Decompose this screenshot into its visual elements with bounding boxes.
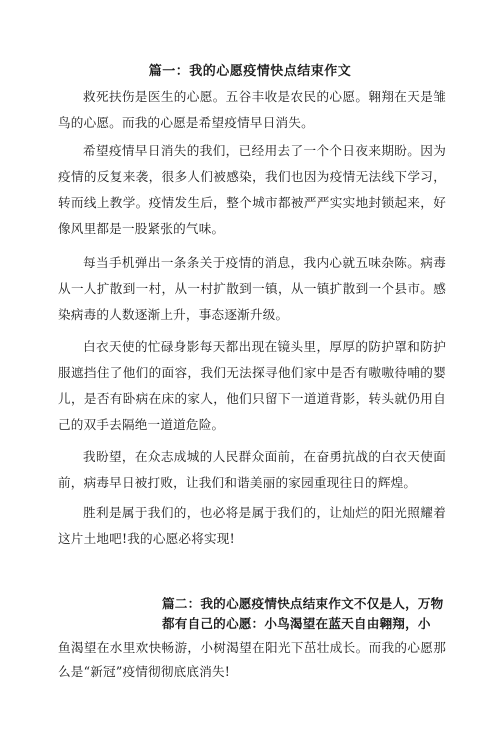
article-1-paragraph-1: 救死扶伤是医生的心愿。五谷丰收是农民的心愿。翱翔在天是雏 鸟的心愿。而我的心愿是希望疫情早日消失。 [58,89,446,130]
article-1-paragraph-5: 我盼望，在众志成城的人民群众面前，在奋勇抗战的白衣天使面 前，病毒早日被打败，让我们和谐美丽的家园重现往日的辉煌。 [58,449,446,490]
article-1-title: 篇一：我的心愿疫情快点结束作文 [148,64,352,79]
article-2-title: 篇二：我的心愿疫情快点结束作文不仅是人，万物都有自己的心愿：小鸟渴望在蓝天自由翱翔，小 [162,596,444,631]
article-1-paragraph-4: 白衣天使的忙碌身影每天都出现在镜头里，厚厚的防护罩和防护 服遮挡住了他们的面容，我们无法探寻他们家中是否有嗷嗷待哺的婴 儿，是否有卧病在床的家人，他们只留下一道道背影，转头就仍用自 己的双手去隔绝一道道危险。 [58,339,446,432]
article-1-paragraph-6: 胜利是属于我们的，也必将是属于我们的，让灿烂的阳光照耀着 这片土地吧!我的心愿必将实现! [58,505,446,546]
article-2-paragraph-1: 鱼渴望在水里欢快畅游，小树渴望在阳光下茁壮成长。而我的心愿那么是“新冠”疫情彻彻底底消失! [58,640,446,679]
article-1-paragraph-3: 每当手机弹出一条条关于疫情的消息，我内心就五味杂陈。病毒 从一人扩散到一村，从一村扩散到一镇，从一镇扩散到一个县市。感 染病毒的人数逐渐上升，事态逐渐升级。 [58,255,446,322]
article-1-paragraph-2: 希望疫情早日消失的我们，已经用去了一个个日夜来期盼。因为 疫情的反复来袭，很多人们被感染，我们也因为疫情无法线下学习， 转而线上教学。疫情发生后，整个城市都被严严实实地封锁起来，好 像风里都是一股紧张的气味。 [58,143,446,236]
